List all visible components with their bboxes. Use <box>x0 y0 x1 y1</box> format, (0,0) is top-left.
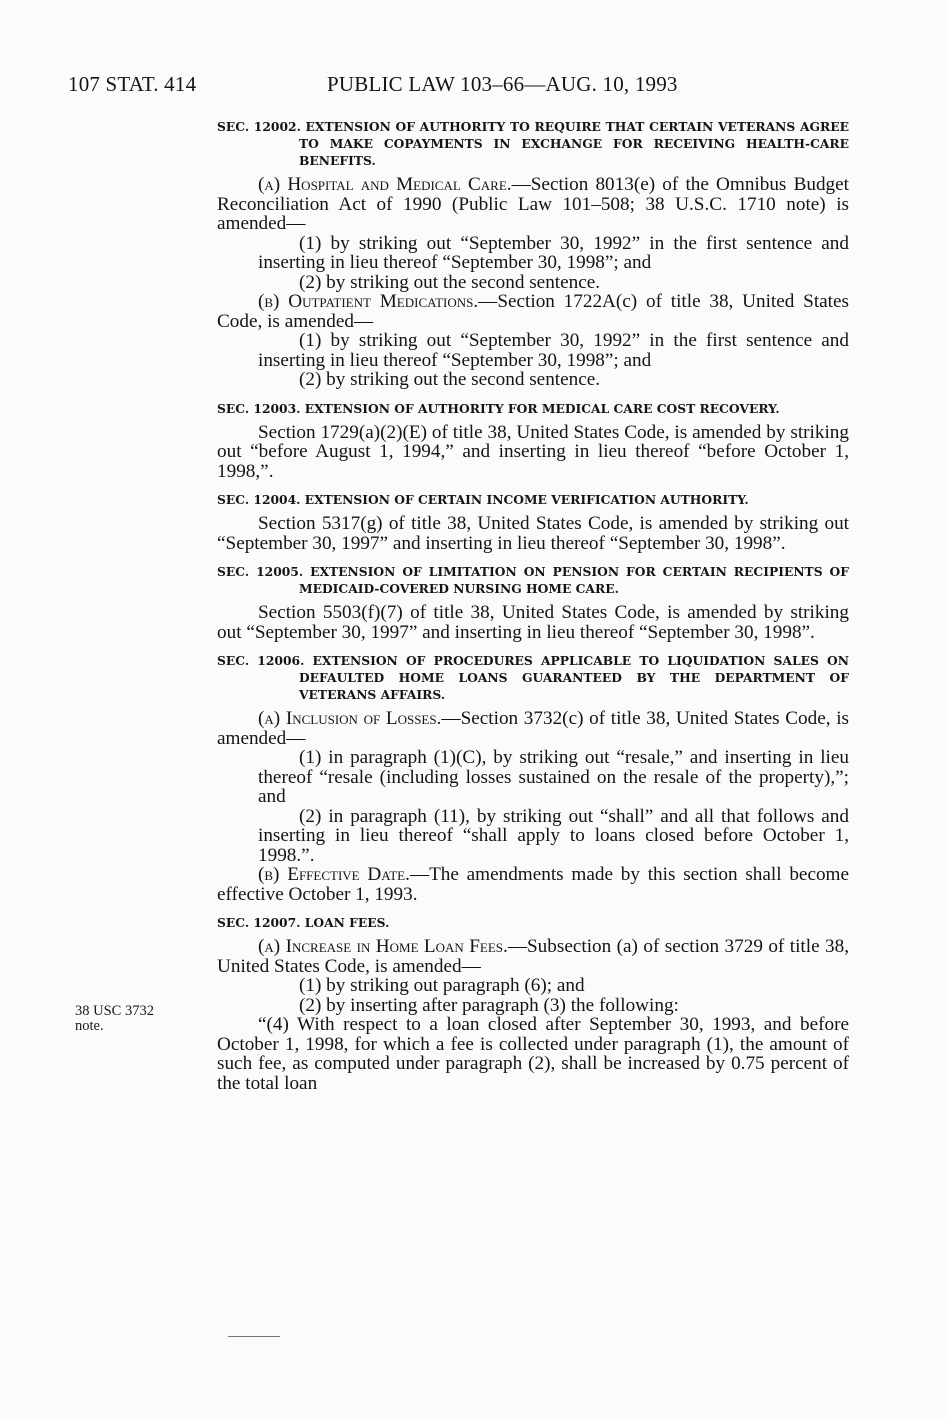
paragraph-12006-a2: (2) in paragraph (11), by striking out “shall” and all that follows and inserting in lieu thereof “shall apply to loans closed before October 1, 1998.”. <box>258 805 849 866</box>
document-body <box>217 118 849 1093</box>
paragraph-12002-a2: (2) by striking out the second sentence. <box>299 271 601 293</box>
subsection-text: —Section 8013(e) of the Omnibus Budget Reconciliation Act of 1990 (Public Law 101–508; 38 U.S.C. 1710 note) is amended— <box>217 174 849 234</box>
subsection-12002-a <box>217 175 849 234</box>
section-text-12003: Section 1729(a)(2)(E) of title 38, United States Code, is amended by striking out “before August 1, 1994,” and inserting in lieu thereof “before October 1, 1998,”. <box>217 421 849 482</box>
paragraph-12002-b1: (1) by striking out “September 30, 1992” in the first sentence and inserting in lieu thereof “September 30, 1998”; and <box>258 330 849 371</box>
subsection-text: —Section 3732(c) of title 38, United States Code, is amended— <box>217 708 850 749</box>
section-heading-12006: SEC. 12006. EXTENSION OF PROCEDURES APPLICABLE TO LIQUIDATION SALES ON DEFAULTED HOME LOANS GUARANTEED BY THE DEPARTMENT OF VETERANS AFFAIRS. <box>217 653 849 702</box>
margin-note-suffix: note. <box>75 1018 104 1034</box>
paragraph-12006-a1: (1) in paragraph (1)(C), by striking out “resale,” and inserting in lieu thereof “resale (including losses sustained on the resale of the property),”; and <box>258 747 849 807</box>
statute-page-number: 107 STAT. 414 <box>68 72 197 96</box>
subsection-text: —The amendments made by this section shall become effective October 1, 1993. <box>217 864 849 905</box>
section-heading-12005: SEC. 12005. EXTENSION OF LIMITATION ON PENSION FOR CERTAIN RECIPIENTS OF MEDICAID-COVERED NURSING HOME CARE. <box>217 564 849 596</box>
paragraph-12002-a1: (1) by striking out “September 30, 1992” in the first sentence and inserting in lieu thereof “September 30, 1998”; and <box>258 232 849 273</box>
page-header <box>68 72 828 104</box>
subsection-heading: (a) Hospital and Medical Care. <box>258 174 512 195</box>
margin-note-citation: 38 USC 3732 <box>75 1003 154 1019</box>
subsection-heading: (b) Outpatient Medications. <box>258 291 479 312</box>
quoted-paragraph-4: “(4) With respect to a loan closed after September 30, 1993, and before October 1, 1998, for which a fee is collected under paragraph (1), the amount of such fee, as computed under paragraph (2), shall be increased by 0.75 percent of the total loan <box>217 1014 849 1094</box>
subsection-12006-b <box>217 865 849 904</box>
paragraph-12007-a2: (2) by inserting after paragraph (3) the following: <box>299 994 679 1016</box>
subsection-text: —Section 1722A(c) of title 38, United States Code, is amended— <box>217 291 849 332</box>
subsection-heading: (a) Inclusion of Losses. <box>258 708 442 729</box>
running-title: PUBLIC LAW 103–66—AUG. 10, 1993 <box>327 72 678 96</box>
section-heading-12002: SEC. 12002. EXTENSION OF AUTHORITY TO REQUIRE THAT CERTAIN VETERANS AGREE TO MAKE COPAYMENTS IN EXCHANGE FOR RECEIVING HEALTH-CARE BENEFITS. <box>217 119 849 168</box>
section-heading-12004: SEC. 12004. EXTENSION OF CERTAIN INCOME VERIFICATION AUTHORITY. <box>217 492 749 507</box>
subsection-heading: (a) Increase in Home Loan Fees. <box>258 936 508 957</box>
margin-note <box>75 1004 154 1034</box>
paragraph-12007-a1: (1) by striking out paragraph (6); and <box>299 975 585 996</box>
footnote-rule <box>228 1336 280 1337</box>
subsection-heading: (b) Effective Date. <box>258 864 410 885</box>
subsection-12002-b <box>217 292 849 331</box>
section-heading-12007: SEC. 12007. LOAN FEES. <box>217 915 390 930</box>
subsection-text: —Subsection (a) of section 3729 of title 38, United States Code, is amended— <box>217 936 849 977</box>
subsection-12007-a <box>217 937 849 976</box>
section-text-12004: Section 5317(g) of title 38, United States Code, is amended by striking out “September 30, 1997” and inserting in lieu thereof “September 30, 1998”. <box>217 513 849 554</box>
section-heading-12003: SEC. 12003. EXTENSION OF AUTHORITY FOR MEDICAL CARE COST RECOVERY. <box>217 400 780 416</box>
section-text-12005: Section 5503(f)(7) of title 38, United States Code, is amended by striking out “September 30, 1997” and inserting in lieu thereof “September 30, 1998”. <box>217 602 849 643</box>
subsection-12006-a <box>217 709 849 748</box>
paragraph-12002-b2: (2) by striking out the second sentence. <box>299 369 601 390</box>
